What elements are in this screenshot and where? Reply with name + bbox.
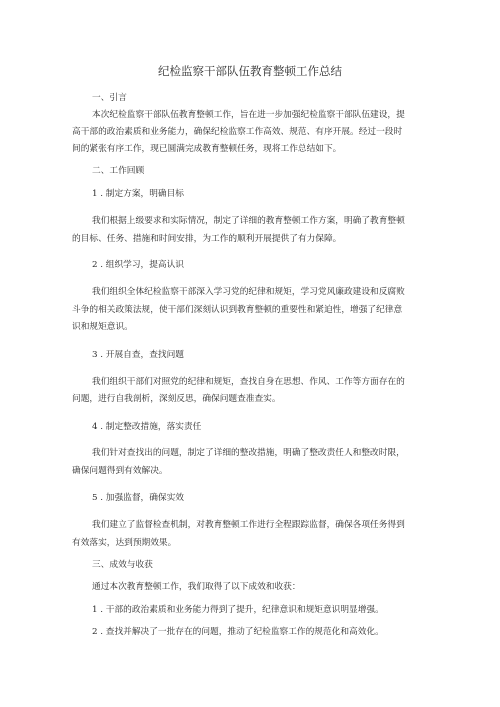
review-item-4-line-2: 确保问题得到有效解决。 [72, 466, 168, 476]
results-intro: 通过本次教育整顿工作，我们取得了以下成效和收获： [92, 582, 301, 592]
review-item-5-heading: 5 . 加强监督，确保实效 [92, 493, 184, 503]
document-title: 纪检监察干部队伍教育整顿工作总结 [158, 64, 342, 78]
review-item-1-heading: 1 . 制定方案，明确目标 [92, 189, 184, 199]
intro-line-1: 本次纪检监察干部队伍教育整顿工作，旨在进一步加强纪检监察干部队伍建设，提 [92, 110, 405, 120]
results-item-2: 2 . 查找并解决了一批存在的问题，推动了纪检监察工作的规范化和高效化。 [92, 627, 384, 637]
review-item-2-line-2: 斗争的相关政策法规，使干部们深刻认识到教育整顿的重要性和紧迫性，增强了纪律意 [72, 305, 403, 315]
section-heading-review: 二、工作回顾 [92, 166, 145, 176]
review-item-1-line-1: 我们根据上级要求和实际情况，制定了详细的教育整顿工作方案，明确了教育整顿 [92, 216, 405, 226]
section-heading-intro: 一、引言 [92, 93, 127, 103]
review-item-5-line-2: 有效落实，达到预期效果。 [72, 538, 177, 548]
review-item-3-heading: 3 . 开展自查，查找问题 [92, 350, 184, 360]
section-heading-results: 三、成效与收获 [92, 560, 153, 570]
review-item-2-line-3: 识和规矩意识。 [72, 322, 133, 332]
review-item-4-heading: 4 . 制定整改措施，落实责任 [92, 422, 202, 432]
review-item-2-line-1: 我们组织全体纪检监察干部深入学习党的纪律和规矩，学习党风廉政建设和反腐败 [92, 287, 405, 297]
review-item-3-line-1: 我们组织干部们对照党的纪律和规矩，查找自身在思想、作风、工作等方面存在的 [92, 377, 405, 387]
review-item-4-line-1: 我们针对查找出的问题，制定了详细的整改措施，明确了整改责任人和整改时限， [92, 448, 405, 458]
intro-line-2: 高干部的政治素质和业务能力，确保纪检监察工作高效、规范、有序开展。经过一段时 [72, 127, 403, 137]
review-item-5-line-1: 我们建立了监督检查机制，对教育整顿工作进行全程跟踪监督，确保各项任务得到 [92, 520, 405, 530]
review-item-3-line-2: 问题，进行自我剖析，深刻反思，确保问题查准查实。 [72, 394, 281, 404]
review-item-1-line-2: 的目标、任务、措施和时间安排，为工作的顺利开展提供了有力保障。 [72, 234, 342, 244]
results-item-1: 1 . 干部的政治素质和业务能力得到了提升，纪律意识和规矩意识明显增强。 [92, 605, 384, 615]
intro-line-3: 间的紧张有序工作，现已圆满完成教育整顿任务，现将工作总结如下。 [72, 144, 342, 154]
review-item-2-heading: 2 . 组织学习，提高认识 [92, 260, 184, 270]
